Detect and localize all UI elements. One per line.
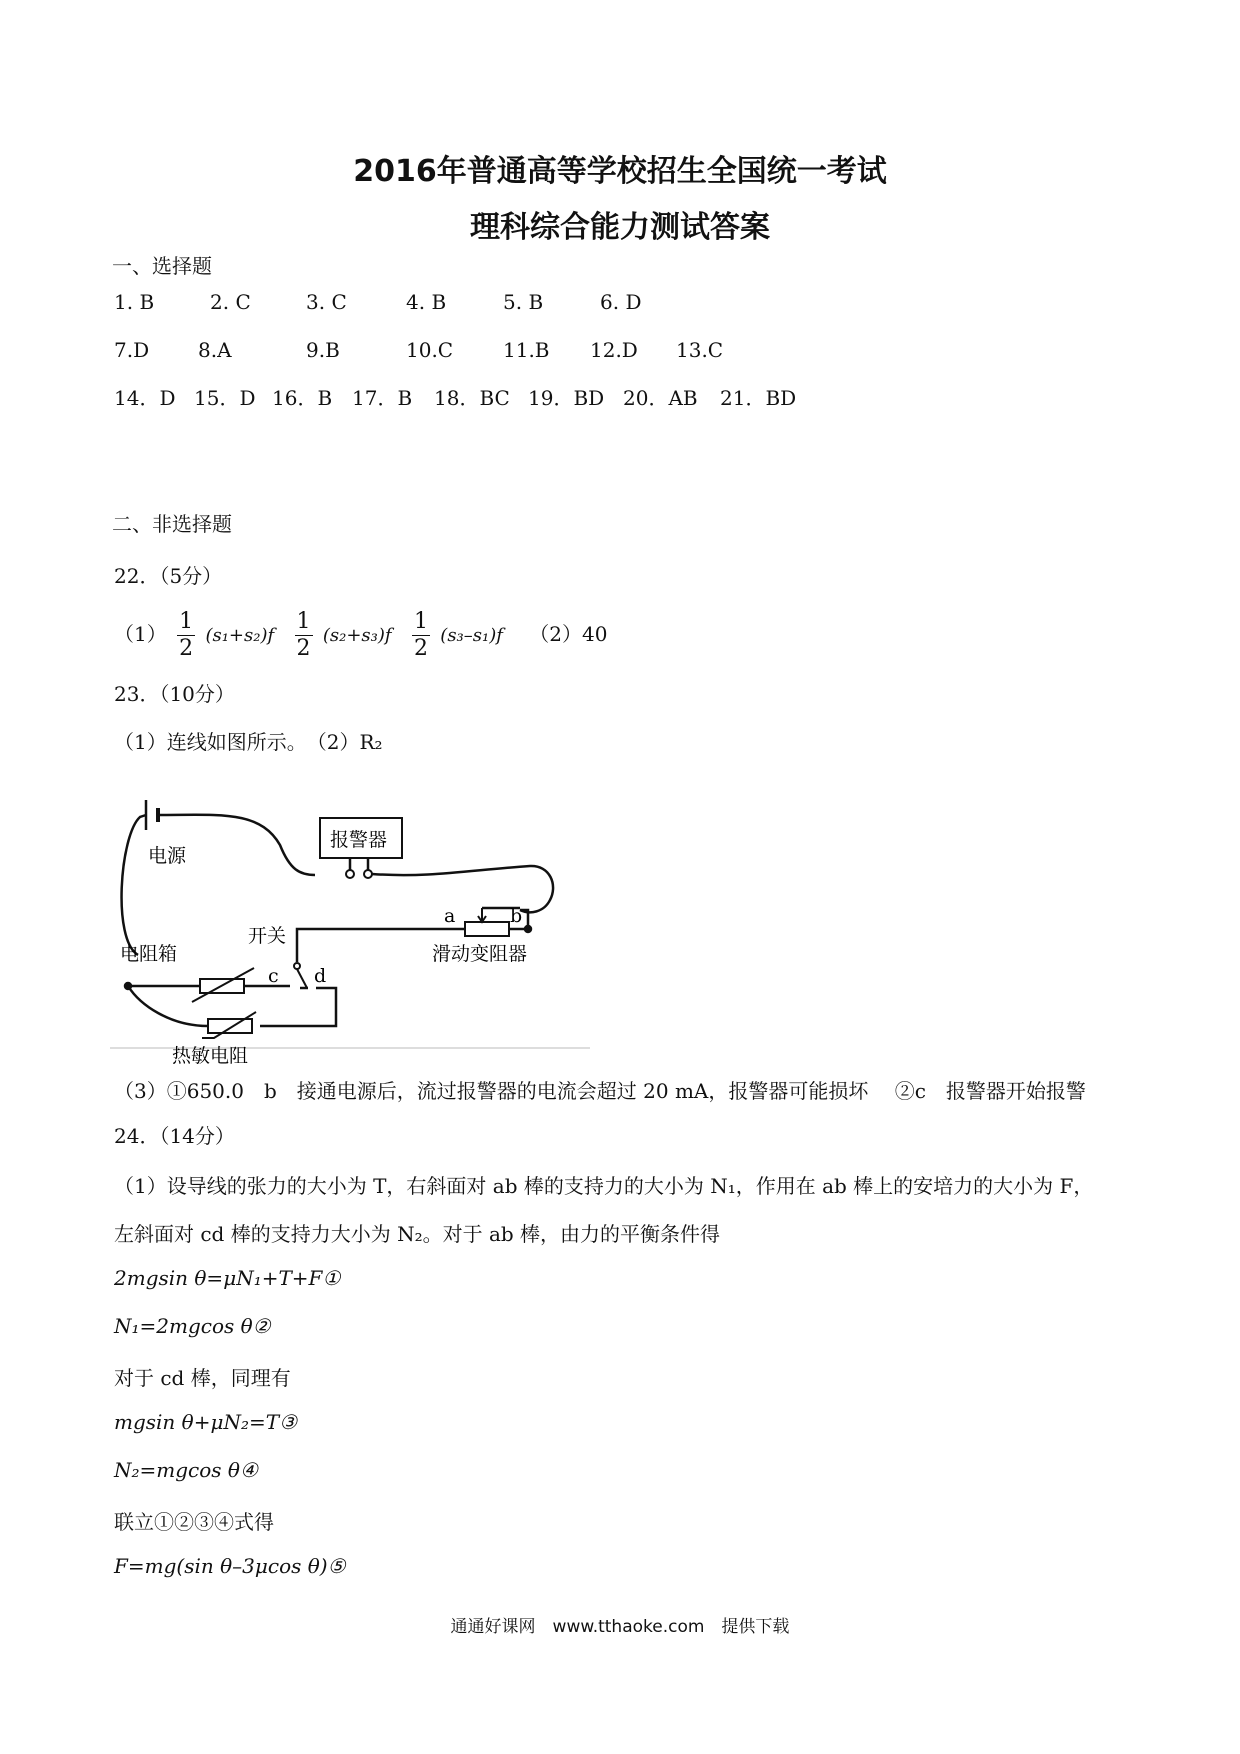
q24-line1: （1）设导线的张力的大小为 T，右斜面对 ab 棒的支持力的大小为 N₁，作用在 ab 棒上的安培力的大小为 F， (114, 1174, 1094, 1198)
answer-18: 18．BC (434, 386, 510, 410)
q22-expr-2: (s₂+s₃)f (322, 625, 392, 646)
answer-2: 2. C (210, 290, 251, 314)
q22-expr-3: (s₃–s₁)f (440, 625, 503, 646)
label-b: b (510, 905, 523, 927)
answer-16: 16．B (272, 386, 333, 410)
page-title: 2016年普通高等学校招生全国统一考试 (353, 154, 887, 189)
label-resistor-box: 电阻箱 (120, 943, 178, 965)
label-a: a (444, 905, 456, 927)
answer-15: 15．D (194, 386, 256, 410)
page-subtitle: 理科综合能力测试答案 (470, 210, 770, 245)
q22-answer (114, 604, 607, 664)
section-nonchoice-heading: 二、非选择题 (112, 512, 232, 536)
q22-heading: 22．（5分） (114, 564, 223, 588)
label-switch: 开关 (248, 925, 287, 947)
answer-17: 17．B (352, 386, 413, 410)
answer-10: 10.C (406, 338, 454, 362)
q22-part2: （2）40 (529, 622, 608, 646)
q24-eq5: F=mg(sin θ–3μcos θ)⑤ (114, 1554, 346, 1578)
answer-11: 11.B (503, 338, 550, 362)
page-footer: 通通好课网 www.tthaoke.com 提供下载 (450, 1617, 790, 1637)
q24-eq4: N₂=mgcos θ④ (114, 1458, 258, 1482)
q23-line3: （3）①650.0 b 接通电源后，流过报警器的电流会超过 20 mA，报警器可能损坏 ②c 报警器开始报警 (114, 1079, 1086, 1103)
answer-8: 8.A (198, 338, 232, 362)
answer-3: 3. C (306, 290, 347, 314)
answer-9: 9.B (306, 338, 340, 362)
answer-5: 5. B (503, 290, 544, 314)
q24-heading: 24．（14分） (114, 1124, 235, 1148)
fraction-half: $\frac{1}{2}$ (179, 609, 194, 661)
q22-part1-label: （1） (114, 622, 167, 646)
fraction-half: $\frac{1}{2}$ (413, 609, 428, 661)
q22-expr-1: (s₁+s₂)f (205, 625, 275, 646)
fraction-half: $\frac{1}{2}$ (296, 609, 311, 661)
label-c: c (268, 965, 279, 987)
label-rheostat: 滑动变阻器 (432, 943, 528, 965)
label-source: 电源 (148, 845, 187, 867)
answer-13: 13.C (676, 338, 724, 362)
q24-eq1: 2mgsin θ=μN₁+T+F① (114, 1266, 341, 1290)
q24-eq3: mgsin θ+μN₂=T③ (114, 1410, 298, 1434)
answer-6: 6. D (600, 290, 642, 314)
answer-20: 20．AB (623, 386, 698, 410)
label-thermistor: 热敏电阻 (172, 1045, 249, 1067)
answer-4: 4. B (406, 290, 447, 314)
q24-line2: 左斜面对 cd 棒的支持力大小为 N₂。对于 ab 棒，由力的平衡条件得 (114, 1222, 721, 1246)
answer-19: 19．BD (528, 386, 605, 410)
answer-12: 12.D (590, 338, 638, 362)
q23-heading: 23．（10分） (114, 682, 235, 706)
q24-line3: 对于 cd 棒，同理有 (114, 1366, 291, 1390)
section-choice-heading: 一、选择题 (112, 254, 212, 278)
answer-7: 7.D (114, 338, 150, 362)
answer-21: 21．BD (720, 386, 797, 410)
circuit-diagram (110, 790, 590, 1067)
answer-1: 1. B (114, 290, 155, 314)
answer-14: 14．D (114, 386, 176, 410)
q24-line4: 联立①②③④式得 (114, 1510, 274, 1534)
q24-eq2: N₁=2mgcos θ② (114, 1314, 271, 1338)
label-alarm: 报警器 (330, 829, 388, 851)
label-d: d (314, 965, 327, 987)
q23-line1: （1）连线如图所示。 （2）R₂ (114, 730, 383, 754)
